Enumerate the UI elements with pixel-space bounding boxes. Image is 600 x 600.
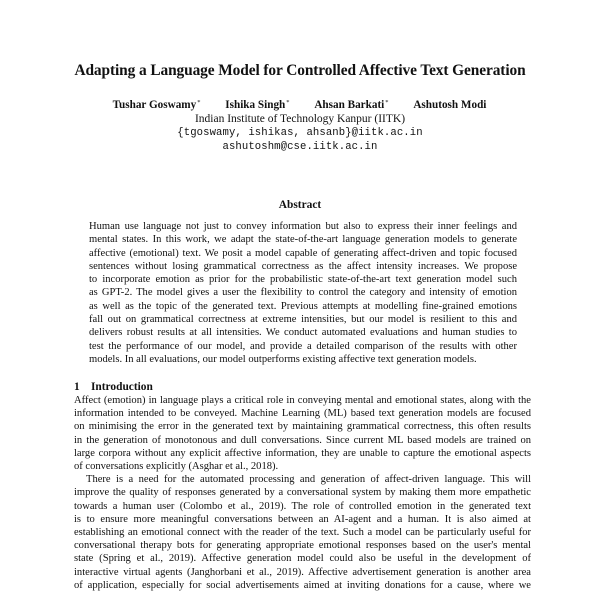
paper-title: Adapting a Language Model for Controlled Affective Text Generation <box>74 62 526 79</box>
abstract-line: fall out on grammatical correctness at extreme intensities, but our model is resilient to this and <box>89 314 517 326</box>
paragraph-line: on minimising the error in the generated text by maintaining grammatical correctness, this often results <box>74 421 531 433</box>
abstract-body <box>89 220 517 366</box>
author-name: Ahsan Barkati <box>314 99 385 111</box>
author <box>413 99 487 111</box>
paragraph-line: information intended to be conveyed. Machine Learning (ML) based text generation models are focused <box>74 408 531 420</box>
abstract-line: Human use language not just to convey information but also to express their inner feelings and <box>89 221 517 232</box>
author-name: Ishika Singh <box>225 99 286 111</box>
paragraph-line: interactive virtual agents (Janghorbani et al., 2019). Affective advertisement generation is another area <box>74 566 531 578</box>
author <box>113 99 201 111</box>
author-emails: {tgoswamy, ishikas, ahsanb}@iitk.ac.in <box>177 127 423 139</box>
abstract-line: as well as the topic of the generated text. Previous attempts at modelling fine-grained emotions <box>89 300 517 312</box>
author-mark: * <box>286 99 290 106</box>
section-heading-introduction <box>74 381 153 393</box>
section-title: Introduction <box>91 381 153 393</box>
paragraph-line: towards a human user (Colombo et al., 2019). The role of controlled emotion in the generated text <box>74 500 531 512</box>
paragraph-line: Affect (emotion) in language plays a critical role in conveying mental and emotional states, along with the <box>74 395 531 406</box>
author <box>314 99 388 111</box>
section-number: 1 <box>74 381 80 393</box>
paragraph-line: of conversations explicitly (Asghar et al., 2018). <box>74 461 279 473</box>
introduction-body <box>74 394 531 592</box>
abstract-line: sentences without losing grammatical correctness as the affect intensity increases. We propose <box>89 260 517 272</box>
paragraph-line: large corpora without any explicit affective information, they are unable to capture the emotional aspects <box>74 447 531 459</box>
paragraph-line: is to ensure more meaningful conversations between an AI-agent and a human. It is also aimed at <box>74 513 531 525</box>
author-mark: * <box>197 99 201 106</box>
paragraph-line: establishing an emotional connect with the reader of the text. Such a model can be particularly useful for <box>74 527 531 539</box>
paragraph-line: There is a need for the automated processing and generation of affect-driven language. This will <box>86 474 531 486</box>
abstract-line: test the performance of our model, and provide a detailed comparison of the results with other <box>89 340 517 352</box>
abstract-line: delivers robust results at all intensities. We conduct automated evaluations and human studies to <box>89 327 517 339</box>
author <box>225 99 289 111</box>
abstract-line: to incorporate emotion as prior for the probabilistic state-of-the-art text generation model such <box>89 274 517 286</box>
abstract-line: affective (emotional) text. We posit a model capable of generating affect-driven and topic focused <box>89 247 517 259</box>
author-name: Tushar Goswamy <box>112 99 197 111</box>
affiliation: Indian Institute of Technology Kanpur (IITK) <box>194 113 406 125</box>
abstract-heading: Abstract <box>278 199 322 211</box>
paragraph-line: state (Spring et al., 2019). Affective generation model could also be useful in the development of <box>74 553 531 565</box>
paragraph-line: improve the quality of responses generated by a conversational system by making them more empathetic <box>74 487 531 499</box>
abstract-line: as GPT-2. The model gives a user the flexibility to control the category and intensity of emotion <box>89 287 517 299</box>
abstract-line: mental states. In this work, we adapt the state-of-the-art language generation models to generate <box>89 234 517 246</box>
paragraph-line: conversational therapy bots for generating appropriate emotional responses based on the user's mental <box>74 540 531 552</box>
author-mark: * <box>385 99 389 106</box>
abstract-line: models. In all evaluations, our model outperforms existing affective text generation models. <box>89 353 477 365</box>
author-email-modi: ashutoshm@cse.iitk.ac.in <box>222 141 378 153</box>
paragraph-line: in the generation of monotonous and dull conversations. Since current ML based models are trained on <box>74 434 531 446</box>
paragraph-line: of application, especially for social advertisements aimed at inviting donations for a cause, where we <box>74 579 531 591</box>
author-name: Ashutosh Modi <box>413 99 487 111</box>
author-list <box>0 99 600 111</box>
